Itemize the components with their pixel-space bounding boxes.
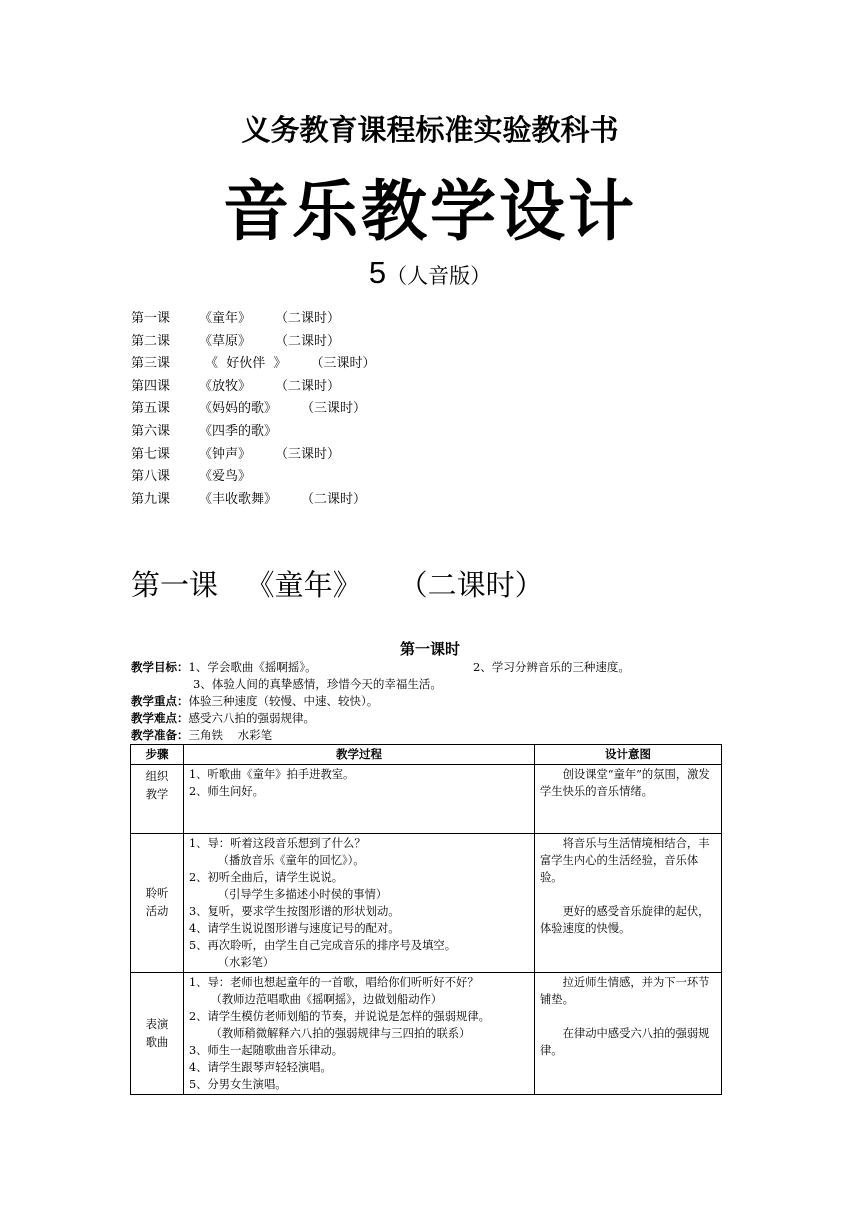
step-cell [131,973,184,1095]
design-text: 将音乐与生活情境相结合，丰富学生内心的生活经验，音乐体验。 [540,837,710,884]
prep-label: 教学准备： [131,728,189,742]
process-line: （水彩笔） [189,956,275,969]
table-header-row [131,745,722,765]
design-cell [535,834,722,973]
toc-lesson-number: 第一课 [131,311,171,326]
toc-lesson-name: 《 好伙伴 》 [205,356,287,372]
process-line: 1、导：听着这段音乐想到了什么？ [189,837,366,850]
lesson-heading [131,563,544,604]
prep-line [131,727,272,744]
toc-lesson-name: 《爱鸟》 [199,469,252,485]
toc-periods: （二课时） [275,378,341,394]
table-of-contents [131,308,376,511]
toc-item [131,466,376,489]
objective-item: 2、学习分辨音乐的三种速度。 [473,660,630,674]
step-label: 组织 [145,770,169,783]
toc-item [131,353,376,376]
process-line: 5、再次聆听，由学生自己完成音乐的排序号及填空。 [189,939,457,952]
toc-lesson-name: 《丰收歌舞》 [199,491,278,507]
difficulty-line [131,710,315,727]
design-text: 拉近师生情感，并为下一环节铺垫。 [540,976,710,1006]
grade-label [0,255,860,291]
toc-lesson-number: 第七课 [131,446,171,462]
toc-item [131,376,376,399]
toc-item [131,398,376,421]
process-line: 4、请学生说说图形谱与速度记号的配对。 [189,922,400,935]
toc-lesson-number: 第二课 [131,333,171,349]
design-text: 创设课堂“童年”的氛围，激发学生快乐的音乐情绪。 [540,768,710,798]
toc-item [131,308,376,331]
process-line: （引导学生多描述小时侯的事情） [189,888,388,901]
process-line: （教师稍微解释六八拍的强弱规律与三四拍的联系） [189,1027,471,1040]
toc-lesson-name: 《放牧》 [199,378,252,394]
toc-periods: （三课时） [301,401,367,417]
keypoint-text: 体验三种速度（较慢、中速、较快）。 [188,694,379,708]
header-step: 步骤 [131,745,184,765]
process-line: 1、听歌曲《童年》拍手进教室。 [189,768,355,781]
toc-lesson-name: 《钟声》 [199,446,252,462]
edition-label: （人音版） [386,264,492,288]
toc-lesson-number: 第三课 [131,356,171,372]
period-title: 第一课时 [399,640,460,658]
toc-lesson-number: 第五课 [131,401,171,417]
toc-item [131,489,376,512]
toc-lesson-name: 《童年》 [199,311,252,326]
design-cell [535,973,722,1095]
toc-lesson-number: 第八课 [131,469,171,485]
toc-periods: （二课时） [301,491,367,507]
process-line: 2、初听全曲后，请学生说说。 [189,871,344,884]
process-line: 4、请学生跟琴声轻轻演唱。 [189,1061,332,1074]
difficulty-text: 感受六八拍的强弱规律。 [188,711,315,725]
objective-item: 3、体验人间的真挚感情，珍惜今天的幸福生活。 [193,677,442,691]
objectives-line [131,659,317,676]
step-cell [131,765,184,834]
keypoint-label: 教学重点： [131,694,189,708]
design-text: 更好的感受音乐旋律的起伏，体验速度的快慢。 [540,905,710,935]
lesson-name: 《童年》 [245,568,362,602]
step-cell [131,834,184,973]
process-line: 3、师生一起随歌曲音乐律动。 [189,1044,344,1057]
grade-number: 5 [368,255,387,290]
design-cell [535,765,722,834]
toc-lesson-name: 《草原》 [199,333,252,349]
keypoint-line [131,693,378,710]
process-line: （教师边范唱歌曲《摇啊摇》，边做划船动作） [189,993,443,1006]
process-line: 3、复听，要求学生按图形谱的形状划动。 [189,905,400,918]
table-row [131,834,722,973]
toc-lesson-number: 第四课 [131,378,171,394]
difficulty-label: 教学难点： [131,711,189,725]
series-title: 义务教育课程标准实验教科书 [241,113,619,147]
lesson-plan-table [130,744,722,1095]
toc-periods: （二课时） [275,311,341,326]
process-line: （播放音乐《童年的回忆》）。 [189,854,365,867]
lesson-number: 第一课 [131,568,219,602]
process-line: 2、师生问好。 [189,785,264,798]
table-row [131,765,722,834]
header-design: 设计意图 [535,745,722,765]
toc-periods: （三课时） [310,356,376,372]
header-process: 教学过程 [184,745,535,765]
toc-periods: （三课时） [275,446,341,462]
toc-lesson-number: 第六课 [131,423,171,439]
table-row [131,973,722,1095]
step-label: 歌曲 [145,1035,169,1049]
objectives-label: 教学目标： [131,660,189,674]
process-line: 2、请学生模仿老师划船的节奏，并说说是怎样的强弱规律。 [189,1010,490,1023]
toc-lesson-name: 《妈妈的歌》 [199,401,278,417]
process-line: 5、分男女生演唱。 [189,1078,287,1091]
step-label: 聆听 [145,887,169,900]
toc-item [131,444,376,467]
toc-periods: （二课时） [275,333,341,349]
step-label: 表演 [145,1017,169,1031]
process-cell [184,834,535,973]
toc-lesson-number: 第九课 [131,491,171,507]
lesson-periods: （二课时） [398,568,544,602]
process-cell [184,973,535,1095]
prep-text: 三角铁 水彩笔 [188,728,273,742]
process-cell [184,765,535,834]
toc-item [131,331,376,354]
design-text: 在律动中感受六八拍的强弱规律。 [540,1027,710,1057]
process-line: 1、导：老师也想起童年的一首歌，唱给你们听听好不好？ [189,976,479,989]
main-title: 音乐教学设计 [223,173,637,250]
objective-item: 1、学会歌曲《摇啊摇》。 [188,660,317,674]
toc-lesson-name: 《四季的歌》 [199,423,278,439]
step-label: 活动 [145,905,169,918]
step-label: 教学 [145,788,169,801]
toc-item [131,421,376,444]
